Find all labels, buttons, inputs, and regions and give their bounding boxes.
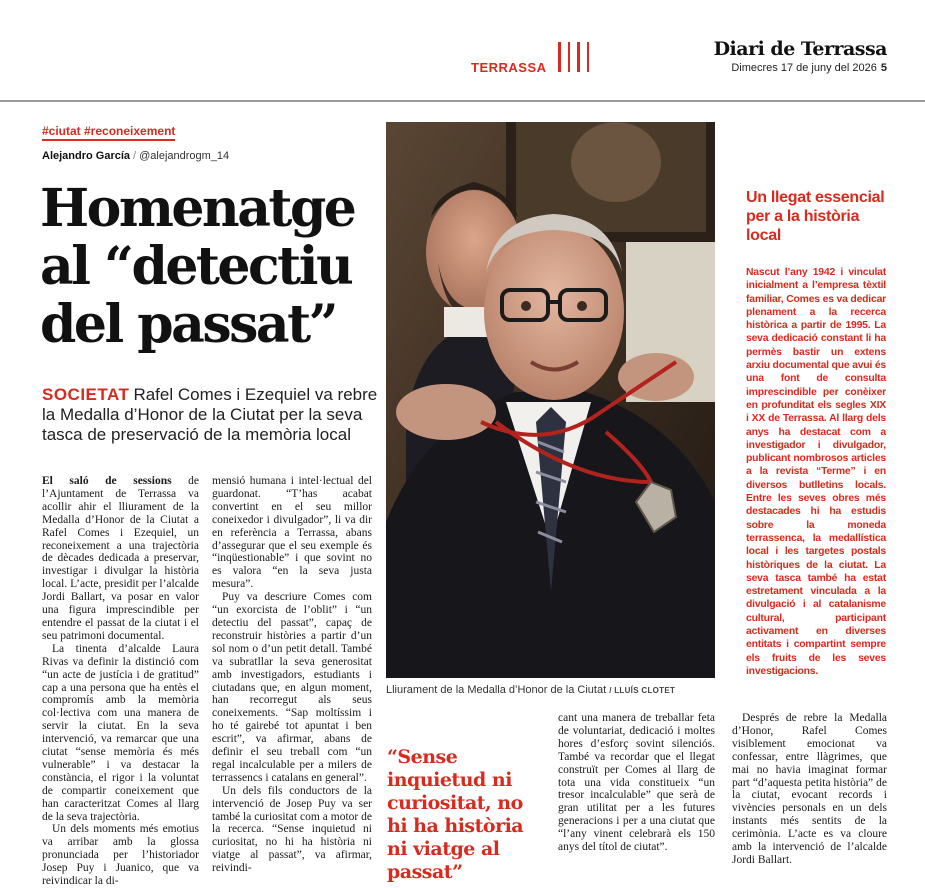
headline (40, 180, 370, 354)
headline-line: al “detectiu (40, 236, 352, 297)
body-paragraph (42, 475, 199, 643)
page-number: 5 (880, 62, 887, 74)
caption-text: Lliurament de la Medalla d’Honor de la Ciutat (386, 684, 607, 696)
pull-quote: “Sense inquietud ni curiositat, no hi ha història ni viatge al passat” (387, 746, 524, 883)
issue-date: Dimecres 17 de juny del 2026 (731, 62, 877, 74)
article-photo (386, 122, 715, 678)
author-handle: @alejandrogm_14 (139, 150, 230, 162)
lead-in: El saló de sessions (42, 475, 172, 487)
body-paragraph: mensió humana i intel·lectual del guardonat. “T’has acabat convertint en el seu millor coneixedor i divulgador”, li va dir en referència a Terrassa, abans d’assegurar que el seu exemple és “inqüestionable” i que sovint no es valora “en la seva justa mesura”. (212, 475, 372, 591)
section-bars-ornament (558, 42, 589, 72)
paragraph-text: de l’Ajuntament de Terrassa va acollir ahir el lliurament de la Medalla d’Honor de la Ciutat a Rafel Comes i Ezequiel, un reconeixement a una trajectòria de dècades dedicada a preservar, investigar i divulgar la història local. L’acte, presidit per l’alcalde Jordi Ballart, va posar en valor una figura imprescindible per entendre el passat de la ciutat i el seu patrimoni documental. (42, 475, 199, 642)
body-paragraph: Un dels moments més emotius va arribar amb la glossa pronunciada per l’historiador Josep Puy i Juanico, que va reivindicar la di- (42, 823, 199, 888)
category-label: SOCIETAT (42, 385, 130, 404)
issue-date-line (731, 62, 887, 74)
body-paragraph: Un dels fils conductors de la intervenció de Josep Puy va ser també la curiositat com a motor de la recerca. “Sense inquietud ni curiositat, no hi ha història ni viatge al passat”, va afirmar, reivindi- (212, 784, 372, 875)
author-name: Alejandro García (42, 150, 131, 162)
body-column-1 (42, 475, 199, 888)
body-paragraph: cant una manera de treballar feta de voluntariat, dedicació i moltes hores d’esforç sovint silenciós. També va recordar que el llegat construït per Comes al llarg de tota una vida constitueix “un tresor incalculable” que serà de gran utilitat per a les futures generacions i per a una ciutat que “l’any vinent celebrarà els 150 anys del títol de ciutat”. (558, 712, 715, 854)
body-column-2 (212, 475, 372, 875)
byline: Alejandro García / @alejandrogm_14 (42, 150, 230, 162)
subheadline (42, 385, 382, 445)
sidebar-text: Nascut l’any 1942 i vinculat inicialment a l’empresa tèxtil familiar, Comes es va dedicar plenament a la recerca històrica a partir de 1995. La seva dedicació constant li ha permès bastir un extens arxiu documental que avui és una font de consulta imprescindible per conèixer en profunditat els segles XIX i XX de Terrassa. Al llarg dels anys ha destacat com a investigador i divulgador, publicant nombrosos articles a la revista “Terme” i en diversos butlletins locals. Entre les seves obres més destacades hi ha estudis sobre la moneda terrassenca, la medallística local i les targetes postals històriques de la ciutat. La seva tasca també ha estat estretament vinculada a la divulgació i al catalanisme cultural, participant activament en diverses entitats i compartint sempre els fruits de les seves investigacions. (746, 267, 886, 677)
photo-caption (386, 684, 675, 696)
sidebar-title: Un llegat essencial per a la història local (746, 189, 885, 244)
body-paragraph: La tinenta d’alcalde Laura Rivas va definir la distinció com “un acte de justícia i de gratitud” cap a una persona que ha entès el compromís amb la memòria col·lectiva com una manera de servir la ciutat. En la seva intervenció, va remarcar que una ciutat “sense memòria és més vulnerable” i va destacar la constància, el rigor i la voluntat de compartir coneixement que han caracteritzat Comes al llarg de la seva trajectòria. (42, 642, 199, 823)
subhead-text: Rafel Comes i Ezequiel va rebre la Medalla d’Honor de la Ciutat per la seva tasca de preservació de la memòria local (42, 385, 378, 444)
body-column-4 (732, 712, 887, 867)
headline-line: Homenatge (40, 178, 355, 239)
body-paragraph: Després de rebre la Medalla d’Honor, Rafel Comes visiblement emocionat va confessar, entre llàgrimes, que mai no havia imaginat formar part “d’aquesta petita història” de la ciutat, evocant records i vivències personals en un dels instants més sentits de la cerimònia. L’acte es va cloure amb la intervenció de l’alcalde Jordi Ballart. (732, 712, 887, 866)
newspaper-brand: Diari de Terrassa (713, 38, 887, 60)
section-label: TERRASSA (471, 60, 547, 75)
body-paragraph: Puy va descriure Comes com “un exorcista de l’oblit” i “un detectiu del passat”, capaç de reconstruir històries a partir d’un sol nom o d’un petit detall. També va subratllar la seva generositat amb investigadors, estudiants i ciutadans que, en algun moment, han recorregut als seus coneixements. “Sap moltíssim i ho té gairebé tot apuntat i ben escrit”, va afirmar, abans de definir el seu treball com “un regal incalculable per a milers de terrassencs i catalans en general”. (212, 591, 372, 784)
body-column-3 (558, 712, 715, 854)
photo-credit: / LLUÍS CLOTET (609, 686, 676, 695)
medal-ceremony-illustration (386, 122, 715, 678)
headline-line: del passat” (40, 294, 337, 355)
header-rule (0, 100, 925, 102)
article-tags: #ciutat #reconeixement (42, 124, 175, 141)
